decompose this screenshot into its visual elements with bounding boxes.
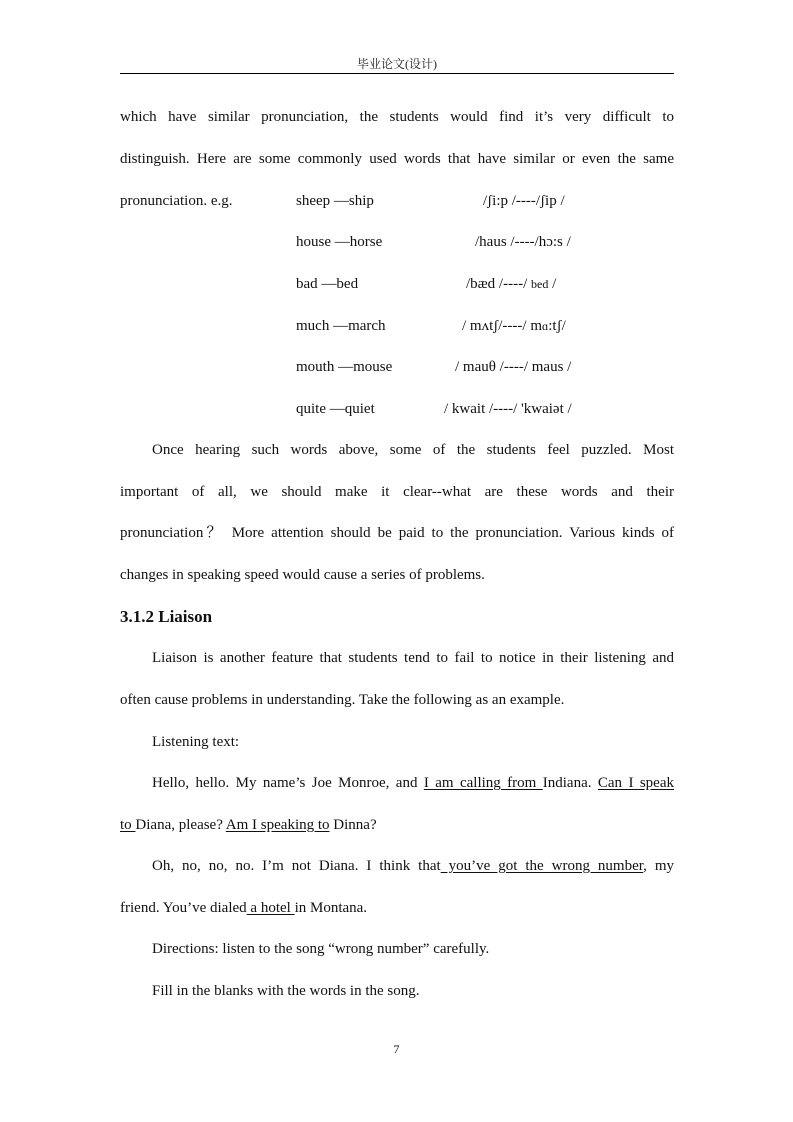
dialog-line: Oh, no, no, no. I’m not Diana. I think that you’ve got the wrong number, my — [152, 858, 675, 874]
paragraph-line: distinguish. Here are some commonly used words that have similar or even the same — [120, 151, 674, 167]
example-words: much —march — [296, 318, 386, 334]
example-ipa: /bæd /----/ bed / — [466, 276, 557, 292]
page-header-title: 毕业论文(设计) — [357, 57, 437, 71]
example-words: sheep —ship — [296, 193, 374, 209]
example-ipa: / mauθ /----/ maus / — [455, 359, 572, 375]
underlined-phrase: I am calling from — [423, 775, 543, 791]
underlined-phrase: a hotel — [246, 900, 295, 916]
paragraph-line: pronunciation？ More attention should be paid to the pronunciation. Various kinds of — [120, 525, 674, 541]
underlined-phrase: Can I speak — [597, 775, 675, 791]
dialog-line: Hello, hello. My name’s Joe Monroe, and I am calling from Indiana. Can I speak — [152, 775, 675, 791]
dialog-line: friend. You’ve dialed a hotel in Montana. — [120, 900, 368, 916]
example-words: quite —quiet — [296, 401, 375, 417]
fill-in-text: Fill in the blanks with the words in the song. — [152, 983, 420, 999]
directions-text: Directions: listen to the song “wrong number” carefully. — [152, 941, 490, 957]
example-ipa: / mʌtʃ/----/ mɑ:tʃ/ — [462, 318, 566, 334]
listening-label: Listening text: — [152, 734, 240, 750]
header-rule — [120, 73, 674, 74]
example-ipa: / kwait /----/ 'kwaiət / — [444, 401, 572, 417]
example-words: mouth —mouse — [296, 359, 393, 375]
paragraph-line: which have similar pronunciation, the students would find it’s very difficult to — [120, 109, 674, 125]
underlined-phrase: to — [120, 817, 136, 833]
example-words: bad —bed — [296, 276, 359, 292]
underlined-phrase: Am I speaking to — [225, 817, 330, 833]
section-heading: 3.1.2 Liaison — [120, 607, 213, 626]
paragraph-line: changes in speaking speed would cause a series of problems. — [120, 567, 485, 583]
example-ipa: /haus /----/hɔ:s / — [475, 234, 571, 250]
underlined-phrase: you’ve got the wrong number — [440, 858, 644, 874]
paragraph-line: Once hearing such words above, some of the students feel puzzled. Most — [152, 442, 674, 458]
page-number: 7 — [393, 1042, 400, 1056]
example-ipa: /ʃi:p /----/ʃip / — [483, 193, 565, 209]
paragraph-line: often cause problems in understanding. Take the following as an example. — [120, 692, 565, 708]
paragraph-line: Liaison is another feature that students tend to fail to notice in their listening and — [152, 650, 674, 666]
example-words: house —horse — [296, 234, 383, 250]
paragraph-line: important of all, we should make it clear--what are these words and their — [120, 484, 674, 500]
dialog-line: to Diana, please? Am I speaking to Dinna? — [120, 817, 377, 833]
paragraph-line: pronunciation. e.g. — [120, 193, 233, 209]
